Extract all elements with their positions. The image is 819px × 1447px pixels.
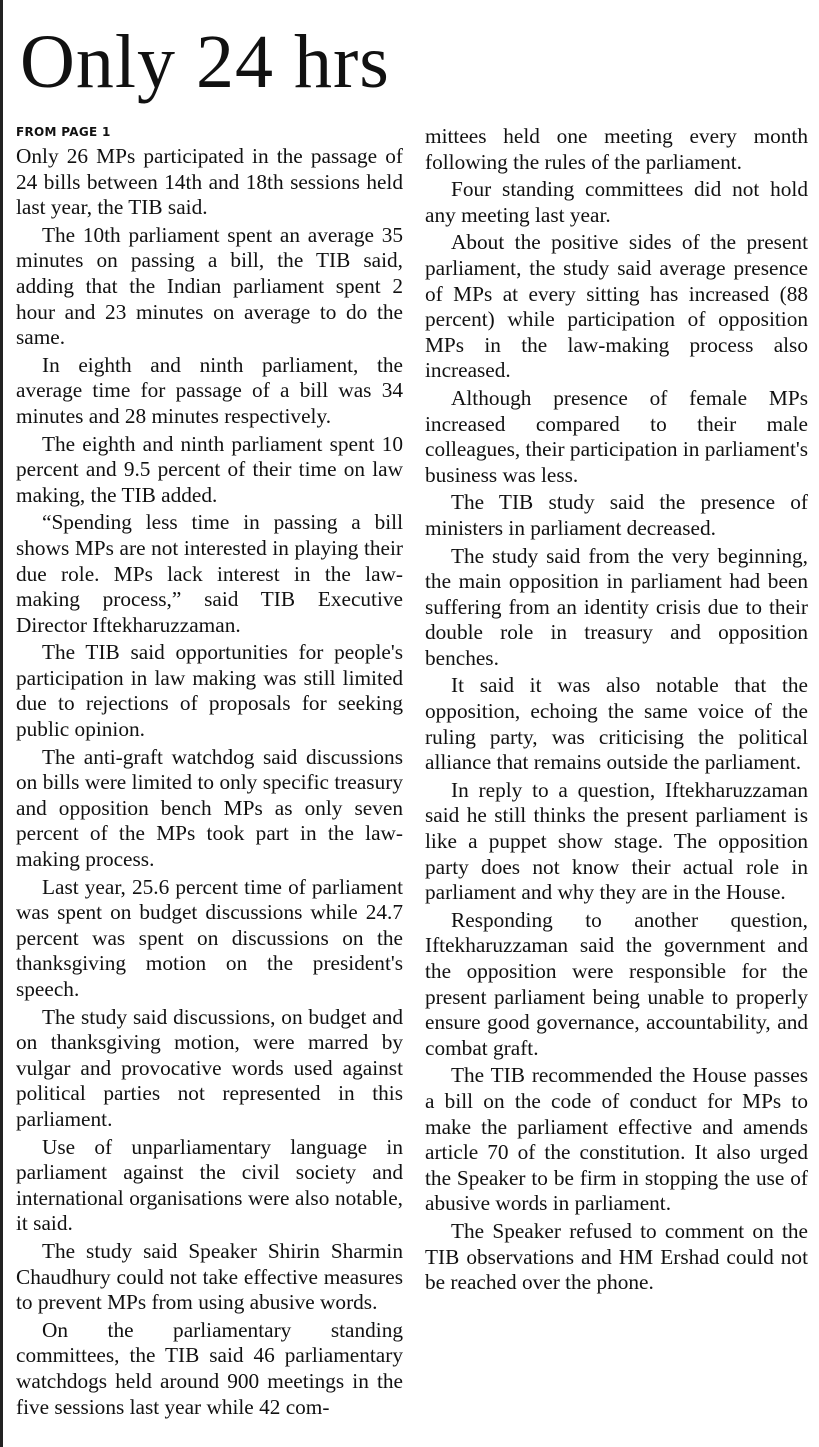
paragraph: Although presence of female MPs increased compared to their male colleagues, their participation in parliament's business was less. — [425, 385, 808, 487]
paragraph: Last year, 25.6 percent time of parliament was spent on budget discussions while 24.7 percent was spent on discussions on the thanksgiving motion on the president's speech. — [16, 874, 403, 1001]
column-right — [425, 124, 808, 1442]
headline: Only 24 hrs — [20, 20, 390, 104]
paragraph: Only 26 MPs participated in the passage of 24 bills between 14th and 18th sessions held last year, the TIB said. — [16, 144, 403, 220]
paragraph: The TIB said opportunities for people's participation in law making was still limited due to rejections of proposals for seeking public opinion. — [16, 640, 403, 742]
paragraph: The Speaker refused to comment on the TIB observations and HM Ershad could not be reached over the phone. — [425, 1218, 808, 1295]
paragraph: Use of unparliamentary language in parliament against the civil society and international organisations were also notable, it said. — [16, 1134, 403, 1236]
column-left — [16, 124, 403, 1442]
paragraph: Responding to another question, Iftekharuzzaman said the government and the opposition were responsible for the present parliament being unable to properly ensure good governance, accountability, and combat graft. — [425, 907, 808, 1060]
paragraph: mittees held one meeting every month following the rules of the parliament. — [425, 124, 808, 174]
paragraph: The TIB study said the presence of ministers in parliament decreased. — [425, 490, 808, 540]
paragraph: The study said from the very beginning, the main opposition in parliament had been suffering from an identity crisis due to their double role in treasury and opposition benches. — [425, 543, 808, 670]
paragraph: On the parliamentary standing committees, the TIB said 46 parliamentary watchdogs held around 900 meetings in the five sessions last year while 42 com- — [16, 1317, 403, 1419]
paragraph: The study said discussions, on budget and on thanksgiving motion, were marred by vulgar and provocative words used against political parties not represented in this parliament. — [16, 1004, 403, 1131]
paragraph: “Spending less time in passing a bill shows MPs are not interested in playing their due role. MPs lack interest in the law-making process,” said TIB Executive Director Iftekharuzzaman. — [16, 510, 403, 637]
paragraph: The eighth and ninth parliament spent 10 percent and 9.5 percent of their time on law making, the TIB added. — [16, 431, 403, 507]
dateline: FROM PAGE 1 — [16, 125, 111, 139]
paragraph: In reply to a question, Iftekharuzzaman said he still thinks the present parliament is like a puppet show stage. The opposition party does not know their actual role in parliament and why they are in the House. — [425, 777, 808, 905]
paragraph: About the positive sides of the present parliament, the study said average presence of MPs at every sitting has increased (88 percent) while participation of opposition MPs in the law-making process also increased. — [425, 230, 808, 383]
paragraph: It said it was also notable that the opposition, echoing the same voice of the ruling party, was criticising the political alliance that remains outside the parliament. — [425, 673, 808, 775]
paragraph: The TIB recommended the House passes a bill on the code of conduct for MPs to make the parliament effective and amends article 70 of the constitution. It also urged the Speaker to be firm in stopping the use of abusive words in parliament. — [425, 1063, 808, 1216]
paragraph: Four standing committees did not hold any meeting last year. — [425, 177, 808, 227]
column-rule — [0, 0, 3, 1447]
paragraph: The 10th parliament spent an average 35 minutes on passing a bill, the TIB said, adding that the Indian parliament spent 2 hour and 23 minutes on average to do the same. — [16, 222, 403, 350]
paragraph: The anti-graft watchdog said discussions on bills were limited to only specific treasury and opposition bench MPs as only seven percent of the MPs took part in the law-making process. — [16, 744, 403, 872]
paragraph: In eighth and ninth parliament, the average time for passage of a bill was 34 minutes and 28 minutes respectively. — [16, 352, 403, 428]
paragraph: The study said Speaker Shirin Sharmin Chaudhury could not take effective measures to prevent MPs from using abusive words. — [16, 1238, 403, 1315]
